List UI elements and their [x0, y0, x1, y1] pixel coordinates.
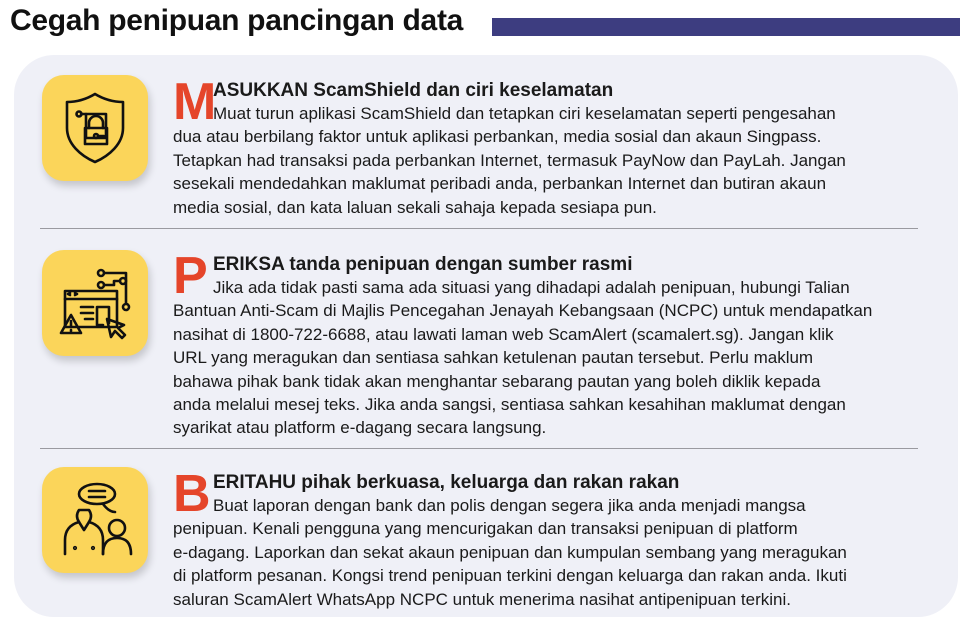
drop-cap: M [173, 73, 217, 131]
body-line: Bantuan Anti-Scam di Majlis Pencegahan Jenayah Kebangsaan (NCPC) untuk mendapatkan [173, 301, 873, 321]
web-warning-icon [42, 250, 148, 356]
body-line: media sosial, dan kata laluan sekali sahaja kepada sesiapa pun. [173, 197, 657, 217]
body-line: bahawa pihak bank tidak akan menghantar sebarang pautan yang boleh diklik kepada [173, 371, 821, 391]
body-line: nasihat di 1800-722-6688, atau lawati laman web ScamAlert (scamalert.sg). Jangan klik [173, 324, 834, 344]
body-line: Buat laporan dengan bank dan polis dengan segera jika anda menjadi mangsa [213, 496, 806, 515]
body-line: Muat turun aplikasi ScamShield dan tetapkan ciri keselamatan seperti pengesahan [213, 104, 836, 123]
drop-cap: B [173, 465, 211, 523]
section-heading: ERITAHU pihak berkuasa, keluarga dan rakan rakan [213, 472, 680, 493]
body-line: di platform pesanan. Kongsi trend penipuan terkini dengan keluarga dan rakan anda. Ikuti [173, 566, 847, 586]
page-title: Cegah penipuan pancingan data [10, 4, 464, 37]
section-heading: ERIKSA tanda penipuan dengan sumber rasmi [213, 254, 633, 275]
shield-lock-icon [42, 75, 148, 181]
people-chat-icon [42, 467, 148, 573]
body-line: Tetapkan had transaksi pada perbankan Internet, termasuk PayNow dan PayLah. Jangan [173, 150, 846, 170]
body-line: dua atau berbilang faktor untuk aplikasi perbankan, media sosial dan akaun Singpass. [173, 127, 822, 147]
body-line: URL yang meragukan dan sentiasa sahkan ketulenan pautan tersebut. Perlu maklum [173, 348, 814, 368]
body-line: e-dagang. Laporkan dan sekat akaun penipuan dan kumpulan sembang yang meragukan [173, 542, 847, 562]
title-accent-bar [492, 18, 960, 36]
body-line: syarikat atau platform e-dagang secara langsung. [173, 418, 547, 438]
drop-cap: P [173, 247, 208, 305]
divider [40, 448, 918, 449]
body-line: Jika ada tidak pasti sama ada situasi yang dihadapi adalah penipuan, hubungi Talian [213, 278, 850, 297]
section-heading: ASUKKAN ScamShield dan ciri keselamatan [213, 80, 614, 101]
divider [40, 228, 918, 229]
body-line: penipuan. Kenali pengguna yang mencurigakan dan transaksi penipuan di platform [173, 519, 798, 539]
body-line: sesekali mendedahkan maklumat peribadi anda, perbankan Internet dan butiran akaun [173, 174, 827, 194]
body-line: anda melalui mesej teks. Jika anda sangsi, sentiasa sahkan kesahihan maklumat dengan [173, 395, 846, 415]
body-line: saluran ScamAlert WhatsApp NCPC untuk menerima nasihat antipenipuan terkini. [173, 589, 791, 609]
